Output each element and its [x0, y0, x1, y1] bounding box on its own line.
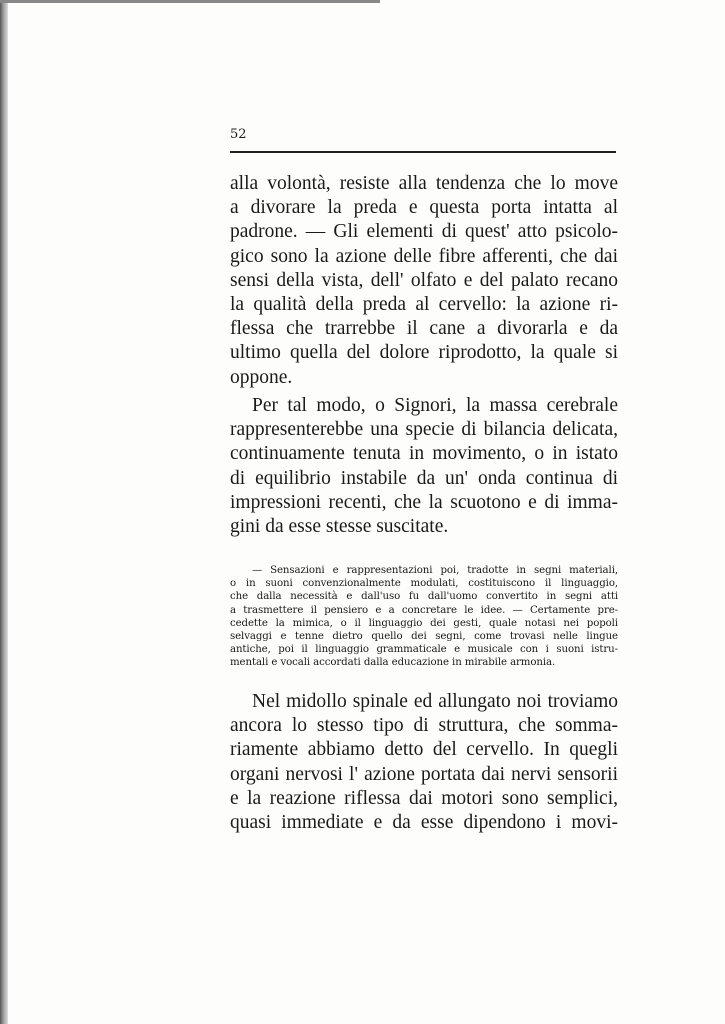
page-top-edge — [0, 0, 380, 3]
footnote — [230, 564, 618, 670]
text-line: rappresenterebbe una specie di bilancia delicata, — [230, 419, 618, 441]
page-number: 52 — [230, 127, 247, 142]
text-line: alla volontà, resiste alla tendenza che lo move — [230, 173, 618, 194]
text-line: quasi immediate e da esse dipendono i movi- — [230, 811, 618, 833]
text-line: o in suoni convenzionalmente modulati, costituiscono il linguaggio, — [230, 578, 618, 590]
text-line: e la reazione riflessa dai motori sono semplici, — [230, 787, 618, 809]
text-line: continuamente tenuta in movimento, o in istato — [230, 443, 618, 465]
text-line: antiche, poi il linguaggio grammaticale e musicale con i suoni istru- — [230, 644, 618, 656]
text-line: oppone. — [230, 366, 293, 388]
text-line: riamente abbiamo detto del cervello. In quegli — [230, 739, 618, 761]
text-line: cedette la mimica, o il linguaggio dei gesti, quale notasi nei popoli — [230, 617, 618, 629]
text-line: Nel midollo spinale ed allungato noi troviamo — [252, 691, 618, 712]
text-line: ultimo quella del dolore riprodotto, la quale si — [230, 342, 618, 364]
text-line: impressioni recenti, che la scuotono e di imma- — [230, 491, 618, 513]
text-line: a trasmettere il pensiero e a concretare le idee. — Certamente pre- — [230, 604, 618, 616]
paragraph-3 — [230, 690, 618, 835]
page-binding-edge — [0, 0, 8, 1024]
text-line: gini da esse stesse suscitate. — [230, 515, 449, 537]
text-line: selvaggi e tenne dietro quello dei segni, come trovasi nelle lingue — [230, 630, 618, 642]
text-line: che dalla necessità e dall'uso fu dall'uomo convertito in segni atti — [230, 591, 618, 603]
text-line: mentali e vocali accordati dalla educazione in mirabile armonia. — [230, 657, 556, 669]
text-line: — Sensazioni e rappresentazioni poi, tradotte in segni materiali, — [252, 565, 618, 576]
paragraph-1 — [230, 172, 618, 390]
paragraph-2 — [230, 394, 618, 539]
text-line: gico sono la azione delle fibre afferenti, che dai — [230, 245, 618, 267]
text-line: flessa che trarrebbe il cane a divorarla e da — [230, 318, 618, 340]
text-line: sensi della vista, dell' olfato e del palato recano — [230, 269, 618, 291]
header-rule — [230, 151, 616, 153]
text-line: Per tal modo, o Signori, la massa cerebrale — [252, 395, 618, 416]
text-line: la qualità della preda al cervello: la azione ri- — [230, 293, 618, 315]
text-line: a divorare la preda e questa porta intatta al — [230, 197, 618, 219]
text-line: padrone. — Gli elementi di quest' atto psicolo- — [230, 221, 618, 243]
text-line: ancora lo stesso tipo di struttura, che somma- — [230, 715, 618, 737]
text-line: organi nervosi l' azione portata dai nervi sensorii — [230, 763, 618, 785]
text-line: di equilibrio instabile da un' onda continua di — [230, 467, 618, 489]
